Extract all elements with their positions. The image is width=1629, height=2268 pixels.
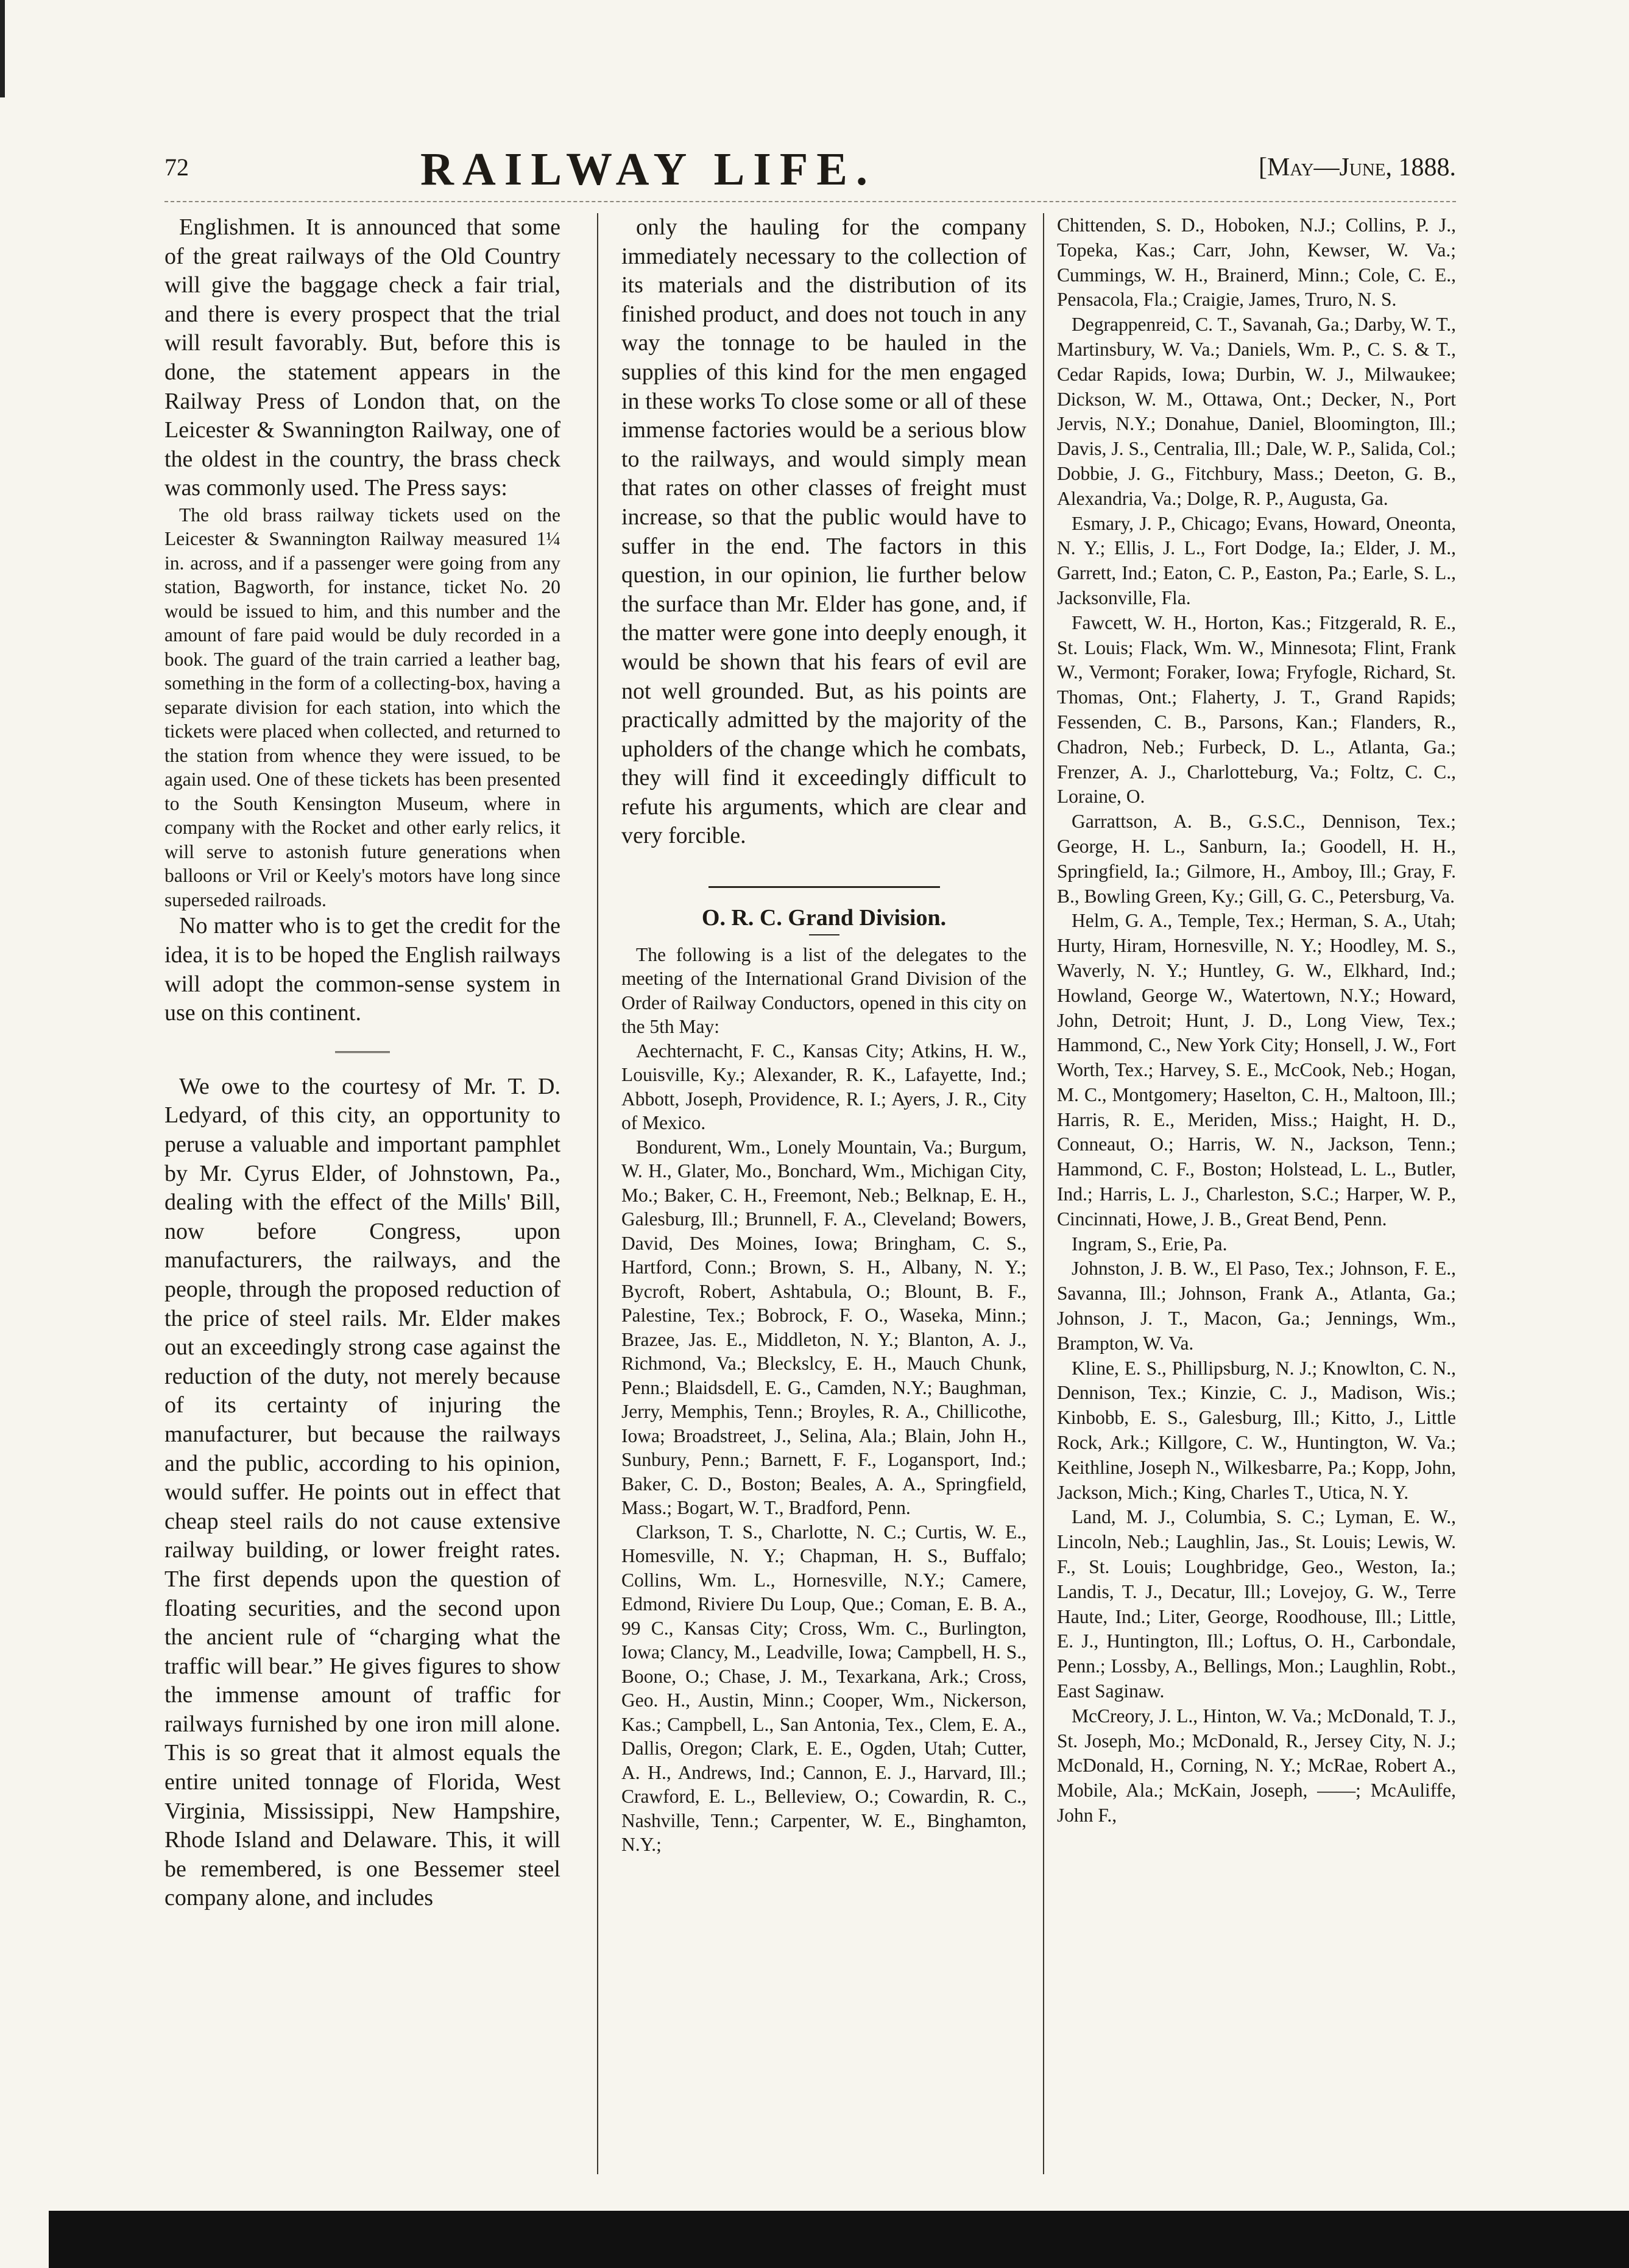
delegate-list-h: Helm, G. A., Temple, Tex.; Herman, S. A., Utah; Hurty, Hiram, Hornesville, N. Y.; Hoodley, M. S., Waverly, N. Y.; Huntley, G. W., Elkhard, Ind.; Howland, George W., Watertown, N.Y.; Howard, John, Detroit; Hunt, J. D., Long View, Tex.; Hammond, C., New York City; Honsell, J. W., Fort Worth, Tex.; Harvey, S. E., McCook, Neb.; Hogan, M. C., Montgomery; Haselton, C. H., Maltoon, Ill.; Harris, R. E., Meriden, Miss.; Haight, H. D., Conneaut, O.; Harris, W. N., Jackson, Tenn.; Hammond, C. F., Boston; Holstead, L. L., Butler, Ind.; Harris, L. J., Charleston, S.C.; Harper, W. P., Cincinnati, Howe, J. B., Great Bend, Penn. (1057, 910, 1456, 1230)
scan-bottom-band (49, 2211, 1629, 2268)
column-3 (1057, 213, 1456, 2174)
column-rule (1043, 213, 1044, 2174)
article-separator (335, 1051, 390, 1053)
delegate-list-c: Clarkson, T. S., Charlotte, N. C.; Curtis, W. E., Homesville, N. Y.; Chapman, H. S., Buffalo; Collins, Wm. L., Hornesville, N.Y.; Camere, Edmond, Riviere Du Loup, Que.; Coman, E. B. A., 99 C., Kansas City; Cross, Wm. C., Burlington, Iowa; Clancy, M., Leadville, Iowa; Campbell, H. S., Boone, O.; Chase, J. M., Texarkana, Ark.; Cross, Geo. H., Austin, Minn.; Cooper, Wm., Nickerson, Kas.; Campbell, L., San Antonia, Tex., Clem, E. A., Dallis, Oregon; Clark, E. E., Ogden, Utah; Cutter, A. H., Andrews, Ind.; Cannon, E. J., Harvard, Ill.; Crawford, E. L., Belleview, O.; Cowardin, R. C., Nashville, Tenn.; Carpenter, W. E., Binghamton, N.Y.; (621, 1521, 1027, 1856)
title-underline (809, 934, 839, 935)
masthead-title: RAILWAY LIFE. (420, 144, 876, 195)
article-paragraph: Englishmen. It is announced that some of the great railways of the Old Country will give the baggage check a fair trial, and there is every prospect that the trial will result favorably. But, before this is done, the statement appears in the Railway Press of London that, on the Leicester & Swannington Railway, one of the oldest in the country, the brass check was commonly used. The Press says: (164, 214, 560, 501)
delegate-list-b: Bondurent, Wm., Lonely Mountain, Va.; Burgum, W. H., Glater, Mo., Bonchard, Wm., Michigan City, Mo.; Baker, C. H., Freemont, Neb.; Belknap, E. H., Galesburg, Ill.; Brunnell, F. A., Cleveland; Bowers, David, Des Moines, Iowa; Bringham, C. S., Hartford, Conn.; Brown, S. H., Albany, N. Y.; Bycroft, Robert, Ashtabula, O.; Blount, B. F., Palestine, Tex.; Bobrock, F. O., Waseka, Minn.; Brazee, Jas. E., Middleton, N. Y.; Blanton, A. J., Richmond, Va.; Bleckslcy, E. H., Mauch Chunk, Penn.; Blaidsdell, E. G., Camden, N.Y.; Baughman, Jerry, Memphis, Tenn.; Broyles, R. A., Chillicothe, Iowa; Broadstreet, J., Selina, Ala.; Blain, John H., Sunbury, Penn.; Barnett, F. F., Logansport, Ind.; Baker, C. D., Boston; Beales, A. A., Springfield, Mass.; Bogart, W. T., Bradford, Penn. (621, 1136, 1027, 1519)
section-title: O. R. C. Grand Division. (701, 905, 947, 931)
delegate-list-c-continued: Chittenden, S. D., Hoboken, N.J.; Collins, P. J., Topeka, Kas.; Carr, John, Kewser, W. Va.; Cummings, W. H., Brainerd, Minn.; Cole, C. E., Pensacola, Fla.; Craigie, James, Truro, N. S. (1057, 214, 1456, 311)
column-1 (164, 213, 560, 2174)
delegate-list-j: Johnston, J. B. W., El Paso, Tex.; Johnson, F. E., Savanna, Ill.; Johnson, Frank A., Atlanta, Ga.; Johnson, J. T., Macon, Ga.; Jennings, Wm., Brampton, W. Va. (1057, 1258, 1456, 1354)
initial-word: We (179, 1073, 210, 1099)
delegate-list-l: Land, M. J., Columbia, S. C.; Lyman, E. W., Lincoln, Neb.; Laughlin, Jas., St. Louis; Lewis, W. F., St. Louis; Loughbridge, Geo., Weston, Ia.; Landis, T. J., Decatur, Ill.; Lovejoy, G. W., Terre Haute, Ind.; Liter, George, Roodhouse, Ill.; Little, E. J., Huntington, Ill.; Loftus, O. H., Carbondale, Penn.; Lossby, A., Bellings, Mon.; Laughlin, Robt., East Saginaw. (1057, 1506, 1456, 1702)
delegate-list-m: McCreory, J. L., Hinton, W. Va.; McDonald, T. J., St. Joseph, Mo.; McDonald, R., Jersey City, N. J.; McDonald, H., Corning, N. Y.; McRae, Robert A., Mobile, Ala.; McKain, Joseph, ——; McAuliffe, John F., (1057, 1705, 1456, 1826)
header-rule (164, 201, 1456, 202)
delegate-list-e: Esmary, J. P., Chicago; Evans, Howard, Oneonta, N. Y.; Ellis, J. L., Fort Dodge, Ia.; Elder, J. M., Garrett, Ind.; Eaton, C. P., Easton, Pa.; Earle, S. L., Jacksonville, Fla. (1057, 512, 1456, 608)
page-edge-mark (0, 0, 5, 97)
delegate-list-k: Kline, E. S., Phillipsburg, N. J.; Knowlton, C. N., Dennison, Tex.; Kinzie, C. J., Madison, Wis.; Kinbobb, E. S., Galesburg, Ill.; Kitto, J., Little Rock, Ark.; Killgore, C. W., Huntington, W. Va.; Keithline, Joseph N., Wilkesbarre, Pa.; Kopp, John, Jackson, Mich.; King, Charles T., Utica, N. Y. (1057, 1357, 1456, 1503)
section-separator (708, 886, 940, 888)
column-2 (621, 213, 1027, 2174)
list-intro: The following is a list of the delegates to the meeting of the International Grand Division of the Order of Railway Conductors, opened in this city on the 5th May: (621, 943, 1027, 1038)
article-paragraph: only the hauling for the company immediately necessary to the collection of its materials and the distribution of its finished product, and does not touch in any way the tonnage to be hauled in the supplies of this kind for the men engaged in these works To close some or all of these immense factories would be a serious blow to the railways, and would simply mean that rates on other classes of freight must increase, so that the public would have to suffer in the end. The factors in this question, in our opinion, lie further below the surface than Mr. Elder has gone, and, if the matter were gone into deeply enough, it would be shown that his fears of evil are not well grounded. But, as his points are practically admitted by the majority of the upholders of the change which he combats, they will find it exceedingly difficult to refute his arguments, which are clear and very forcible. (621, 214, 1027, 849)
issue-date: [May—June, 1888. (1259, 153, 1456, 181)
article-paragraph: No matter who is to get the credit for the idea, it is to be hoped the English railways will adopt the common-sense system in use on this continent. (164, 913, 560, 1026)
delegate-list-f: Fawcett, W. H., Horton, Kas.; Fitzgerald, R. E., St. Louis; Flack, Wm. W., Minnesota; Flint, Frank W., Vermont; Foraker, Iowa; Fryfogle, Richard, St. Thomas, Ont.; Flaherty, J. T., Grand Rapids; Fessenden, C. B., Parsons, Kan.; Flanders, R., Chadron, Neb.; Furbeck, D. L., Atlanta, Ga.; Frenzer, A. J., Charlotteburg, Va.; Foltz, C. C., Loraine, O. (1057, 611, 1456, 808)
page-header (164, 143, 1456, 198)
delegate-list-a: Aechternacht, F. C., Kansas City; Atkins, H. W., Louisville, Ky.; Alexander, R. K., Lafayette, Ind.; Abbott, Joseph, Providence, R. I.; Ayers, J. R., City of Mexico. (621, 1040, 1027, 1134)
delegate-list-g: Garrattson, A. B., G.S.C., Dennison, Tex.; George, H. L., Sanburn, Ia.; Goodell, H. H., Springfield, Ia.; Gilmore, H., Amboy, Ill.; Gray, F. B., Bowling Green, Ky.; Gill, G. C., Petersburg, Va. (1057, 811, 1456, 907)
article-paragraph: We owe to the courtesy of Mr. T. D. Ledyard, of this city, an opportunity to peruse a valuable and important pamphlet by Mr. Cyrus Elder, of Johnstown, Pa., dealing with the effect of the Mills' Bill, now before Congress, upon manufacturers, the railways, and the people, through the proposed reduction of the price of steel rails. Mr. Elder makes out an exceedingly strong case against the reduction of the duty, not merely because of its certainty of injuring the manufacturer, but because the railways and the public, according to his opinion, would suffer. He points out in effect that cheap steel rails do not cause extensive railway building, or lower freight rates. The first depends upon the question of floating securities, and the second upon the ancient rule of “charging what the traffic will bear.” He gives figures to show the immense amount of traffic for railways furnished by one iron mill alone. This is so great that it almost equals the entire united tonnage of Florida, West Virginia, Mississippi, New Hampshire, Rhode Island and Delaware. This, it will be remembered, is one Bessemer steel company alone, and includes (164, 1073, 560, 1911)
column-rule (597, 213, 598, 2174)
block-quote: The old brass railway tickets used on the Leicester & Swannington Railway measured 1¼ in. across, and if a passenger were going from any station, Bagworth, for instance, ticket No. 20 would be issued to him, and this number and the amount of fare paid would be duly recorded in a book. The guard of the train carried a leather bag, something in the form of a collecting-box, having a separate division for each station, into which the tickets were placed when collected, and returned to the station from whence they were issued, to be again used. One of these tickets has been presented to the South Kensington Museum, where in company with the Rocket and other early relics, it will serve to astonish future generations when balloons or Vril or Keely's motors have long since superseded railroads. (164, 504, 560, 910)
delegate-list-i: Ingram, S., Erie, Pa. (1072, 1233, 1228, 1255)
page-number: 72 (164, 153, 189, 181)
delegate-list-d: Degrappenreid, C. T., Savanah, Ga.; Darby, W. T., Martinsbury, W. Va.; Daniels, Wm. P., C. S. & T., Cedar Rapids, Iowa; Durbin, W. J., Milwaukee; Dickson, W. M., Ottawa, Ont.; Decker, N., Port Jervis, N.Y.; Donahue, Daniel, Bloomington, Ill.; Davis, J. S., Centralia, Ill.; Dale, W. P., Salida, Col.; Dobbie, J. G., Fitchbury, Mass.; Deeton, G. B., Alexandria, Va.; Dolge, R. P., Augusta, Ga. (1057, 314, 1456, 509)
